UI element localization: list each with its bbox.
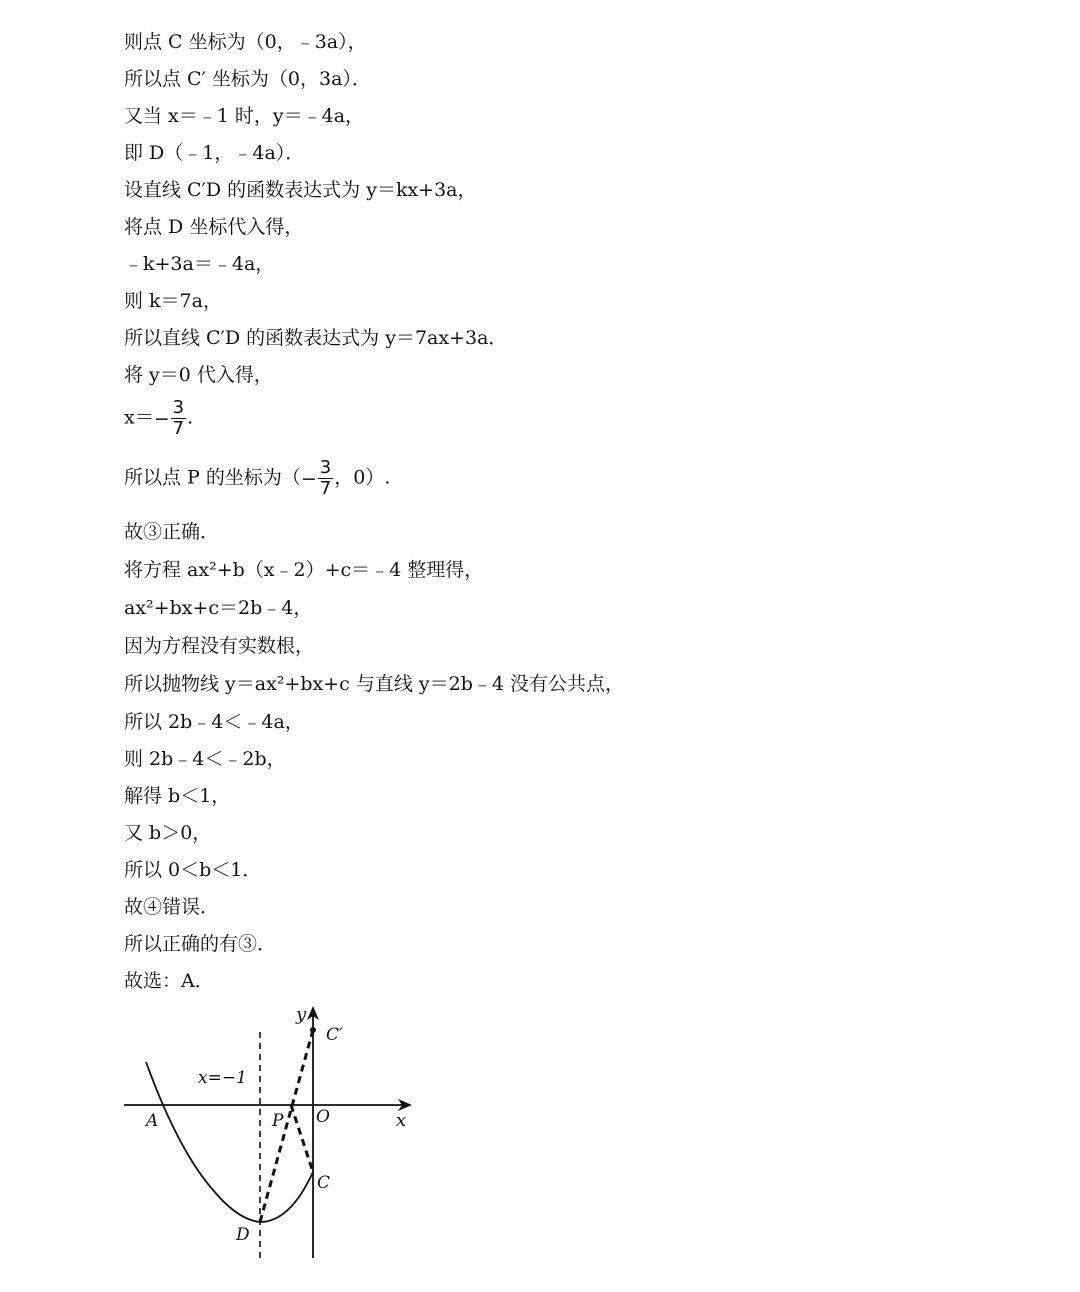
point-c-prime [310, 1027, 316, 1033]
text-line: 故选：A． [124, 970, 214, 992]
text-line: 因为方程没有实数根， [124, 635, 315, 657]
x-axis-label: x [396, 1110, 407, 1131]
point-c-prime-label: C′ [326, 1025, 343, 1045]
text-line: 故④错误． [124, 896, 220, 918]
text-line: 设直线 C′D 的函数表达式为 y＝kx+3a， [124, 179, 477, 201]
text-line: 则点 C 坐标为（0，﹣3a）， [124, 31, 367, 53]
text-line: 将方程 ax²+b（x﹣2）+c＝﹣4 整理得， [124, 559, 484, 581]
text-line: 所以正确的有③． [124, 933, 277, 955]
text-line: 所以点 C′ 坐标为（0，3a）． [124, 68, 371, 90]
point-a-label: A [146, 1111, 159, 1131]
text-line: 所以直线 C′D 的函数表达式为 y＝7ax+3a． [124, 327, 508, 349]
text-line: 解得 b＜1， [124, 785, 231, 807]
point-c-label: C [317, 1173, 331, 1193]
numerator: 3 [319, 457, 332, 478]
minus-sign: − [153, 407, 170, 430]
point-p-label: P [272, 1111, 284, 1131]
fraction-suffix: ，0）. [334, 466, 391, 489]
text-line: 将点 D 坐标代入得， [124, 216, 304, 238]
text-line: 又 b＞0， [124, 822, 212, 844]
fraction-suffix: . [187, 406, 194, 429]
text-line: 所以 0＜b＜1． [124, 859, 262, 881]
numerator: 3 [172, 397, 185, 418]
text-line: 所以抛物线 y＝ax²+bx+c 与直线 y＝2b﹣4 没有公共点， [124, 673, 624, 695]
text-line: ﹣k+3a＝﹣4a， [124, 253, 275, 275]
fraction-prefix: x＝ [124, 406, 154, 429]
text-line: 即 D（﹣1，﹣4a）． [124, 142, 305, 164]
vertical-line-label: x=−1 [198, 1068, 247, 1088]
denominator: 7 [172, 418, 185, 439]
denominator: 7 [319, 478, 332, 499]
text-line: 又当 x＝﹣1 时，y＝﹣4a， [124, 105, 365, 127]
text-line: 则 k＝7a， [124, 290, 222, 312]
text-line: 故③正确． [124, 521, 220, 543]
point-d-label: D [236, 1225, 250, 1245]
text-line: 所以 2b﹣4＜﹣4a， [124, 711, 304, 733]
line-p-c [291, 1105, 313, 1172]
line-c-prime-d [260, 1030, 313, 1222]
minus-sign: − [300, 467, 317, 490]
text-line: 则 2b﹣4＜﹣2b， [124, 748, 286, 770]
origin-label: O [316, 1107, 330, 1127]
fraction-prefix: 所以点 P 的坐标为（ [124, 466, 301, 489]
text-line: 将 y＝0 代入得， [124, 364, 273, 386]
y-axis-label: y [296, 1004, 307, 1025]
text-line: ax²+bx+c＝2b﹣4， [124, 597, 313, 619]
